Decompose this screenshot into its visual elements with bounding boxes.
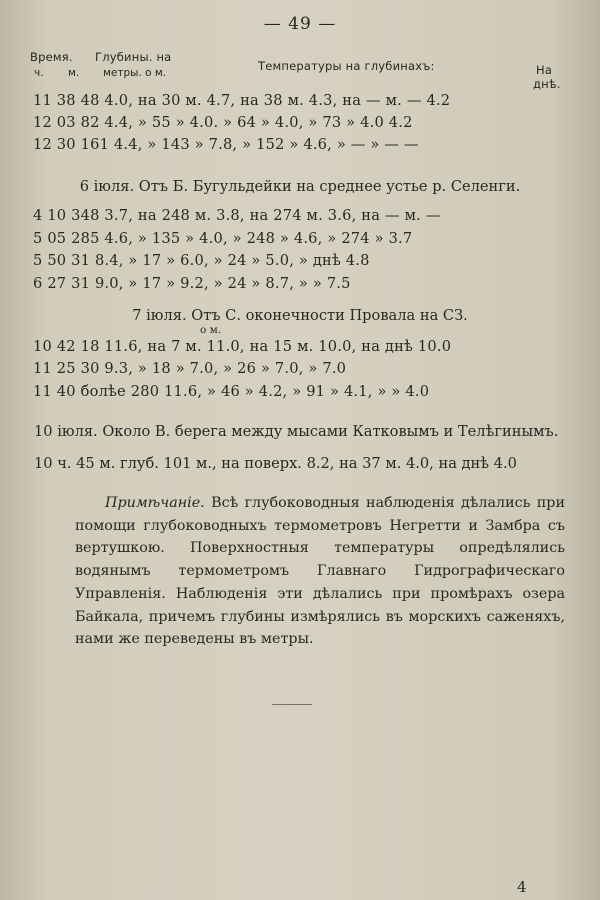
table-row: 11 40 болѣе 280 11.6, » 46 » 4.2, » 91 » 4.1, » » 4.0 [33,383,430,400]
section-heading: 10 іюля. Около В. берега между мысами Катковымъ и Телѣгинымъ. [34,423,559,440]
table-row: 12 30 161 4.4, » 143 » 7.8, » 152 » 4.6, » — » — — [33,136,419,153]
header-bottom-1: На [536,63,553,77]
header-depths: Глубины. на [95,50,172,64]
header-bottom-2: днѣ. [533,77,561,91]
table-row: 10 42 18 11.6, на 7 м. 11.0, на 15 м. 10.0, на днѣ 10.0 [33,338,452,355]
table-row: 6 27 31 9.0, » 17 » 9.2, » 24 » 8.7, » » 7.5 [33,275,351,292]
table-row: 11 25 30 9.3, » 18 » 7.0, » 26 » 7.0, » 7.0 [33,360,347,377]
divider-rule [272,704,312,705]
observation-line: 10 ч. 45 м. глуб. 101 м., на поверх. 8.2, на 37 м. 4.0, на днѣ 4.0 [34,455,517,472]
table-row: 4 10 348 3.7, на 248 м. 3.8, на 274 м. 3.6, на — м. — [33,207,441,224]
note-text: Всѣ глубоководныя наблюденія дѣлались при помощи глубоководныхъ термометровъ Негретти и Замбра съ вертушкою. Поверхностныя температуры опредѣлялись водянымъ термометромъ Главнаго Гидрографическаго Управленія. Наблюденія эти дѣлались при промѣрахъ озера Байкала, причемъ глубины измѣрялись въ морскихъ саженяхъ, нами же переведены въ метры. [75,495,565,648]
table-row: 5 50 31 8.4, » 17 » 6.0, » 24 » 5.0, » днѣ 4.8 [33,252,370,269]
header-meters: метры. о м. [103,67,167,79]
header-hours: ч. [34,67,44,79]
table-row: 11 38 48 4.0, на 30 м. 4.7, на 38 м. 4.3, на — м. — 4.2 [33,92,451,109]
page-number: — 49 — [263,14,337,34]
header-time: Время. [30,50,73,64]
header-temperatures: Температуры на глубинахъ: [258,59,435,73]
header-minutes: м. [68,67,80,79]
note-heading: Примѣчаніе. [105,495,205,511]
column-unit-label: о м. [200,324,222,336]
table-row: 12 03 82 4.4, » 55 » 4.0. » 64 » 4.0, » 73 » 4.0 4.2 [33,114,413,131]
section-heading: 7 іюля. Отъ С. оконечности Провала на СЗ. [132,307,468,324]
section-heading: 6 іюля. Отъ Б. Бугульдейки на среднее устье р. Селенги. [79,178,521,195]
table-row: 5 05 285 4.6, » 135 » 4.0, » 248 » 4.6, » 274 » 3.7 [33,230,413,247]
note-paragraph [75,492,565,651]
footer-signature-number: 4 [517,878,527,896]
